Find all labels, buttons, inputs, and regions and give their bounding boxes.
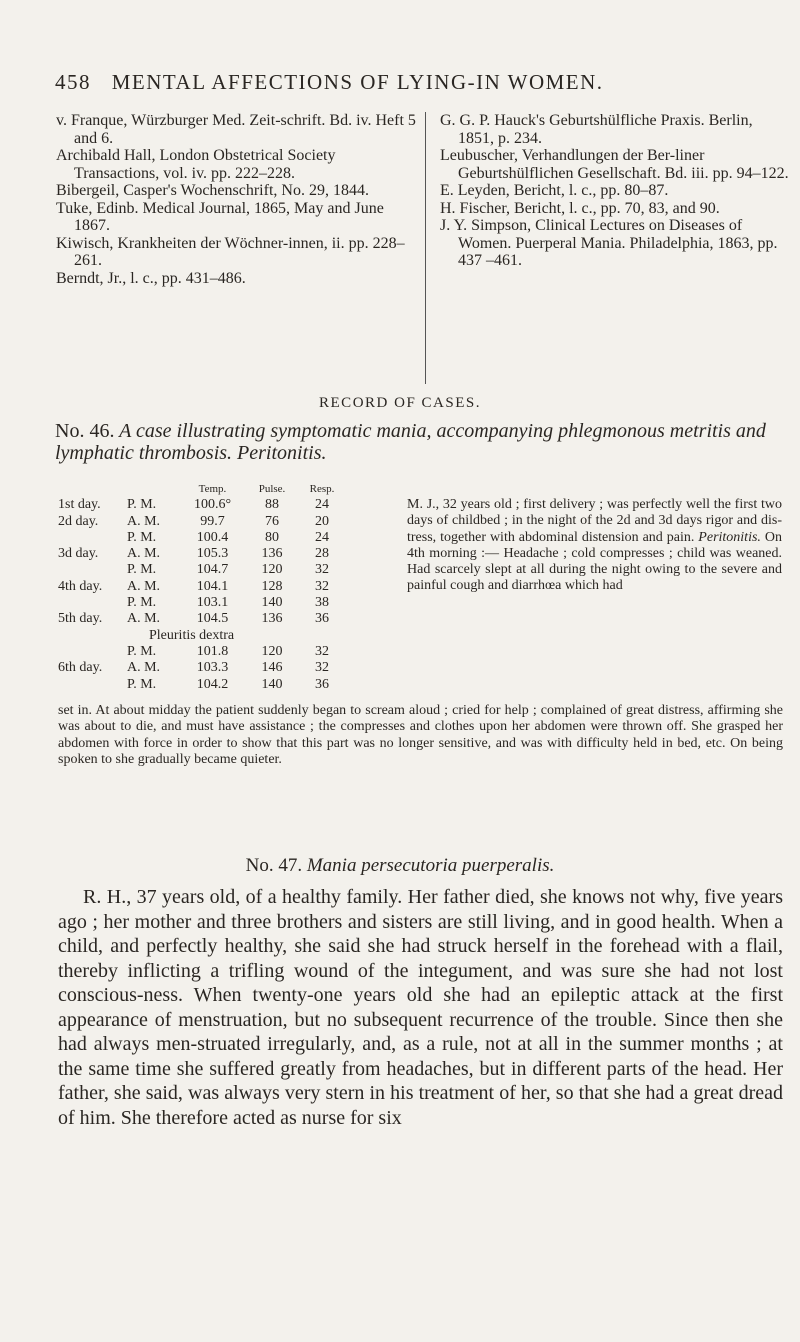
vitals-row [58,497,346,513]
vitals-cell-resp: 24 [315,497,329,513]
references-left-column [56,112,416,287]
column-header-pulse: Pulse. [258,483,286,495]
vitals-row [58,579,346,595]
vitals-cell-day: 3d day. [58,546,99,562]
vitals-row [58,677,346,693]
reference-item: H. Fischer, Bericht, l. c., pp. 70, 83, and 90. [440,199,720,217]
vitals-cell-time: A. M. [127,546,161,562]
vitals-cell-resp: 38 [315,595,329,611]
vitals-cell-temp: 103.3 [196,660,229,676]
vitals-cell-day [58,530,127,546]
vitals-cell-time: P. M. [127,497,157,513]
vitals-cell-pulse: 140 [261,595,283,611]
vitals-cell-resp: 32 [315,660,329,676]
reference-item: Kiwisch, Krankheiten der Wöchner-innen, ii. pp. 228–261. [56,234,405,269]
case-47-body: R. H., 37 years old, of a healthy family. Her father died, she knows not why, five years ago ; her mother and three brothers and sisters are still living, and in good health. When a child, and perfectly healthy, she said she had struck herself in the forehead with a flail, thereby inflicting a trifling wound of the integument, and was sure she had not lost conscious-ness. When twenty-one years old she had an epileptic attack at the first appearance of menstruation, but no subsequent recurrence of the trouble. Since then she had always men-struated irregularly, and, as a rule, not at all in the summer months ; at the same time she suffered greatly from headaches, but in different parts of the head. Her father, she said, was always very stern in his treatment of her, so that she had a great dread of him. She therefore acted as nurse for six [58,886,783,1129]
vitals-cell-resp: 32 [315,562,329,578]
reference-item: v. Franque, Würzburger Med. Zeit-schrift. Bd. iv. Heft 5 and 6. [56,112,416,147]
vitals-cell-day [58,562,127,578]
vitals-cell-time: P. M. [127,529,157,545]
vitals-cell-day [58,595,127,611]
vitals-cell-time: P. M. [127,595,157,611]
reference-item: G. G. P. Hauck's Geburtshülfliche Praxis. Berlin, 1851, p. 234. [440,112,753,147]
vitals-row [58,595,346,611]
vitals-cell-temp: 103.1 [196,595,229,611]
vitals-cell-pulse: 120 [261,562,283,578]
vitals-cell-time: A. M. [127,611,161,627]
vitals-cell-temp: 104.7 [196,562,229,578]
vitals-cell-temp: 104.2 [196,676,229,692]
vitals-table [58,481,346,693]
vitals-row [58,660,346,676]
vitals-cell-pulse: 80 [265,529,279,545]
vitals-cell-resp: 36 [315,611,329,627]
vitals-row [58,611,346,627]
vitals-row [58,530,346,546]
running-title: MENTAL AFFECTIONS OF LYING-IN WOMEN. [111,70,604,94]
reference-item: Leubuscher, Verhandlungen der Ber-liner Geburtshülflichen Gesellschaft. Bd. iii. pp. 94–122. [440,147,789,182]
vitals-cell-time: A. M. [127,578,161,594]
case-46-side-note [407,497,782,595]
vitals-cell-pulse: 136 [261,611,283,627]
case-46-number: No. 46. [55,420,115,442]
case-47-number: No. 47. [245,855,303,876]
vitals-cell-day: 5th day. [58,611,103,627]
vitals-cell-pulse: 120 [261,643,283,659]
vitals-cell-day: 1st day. [58,497,101,513]
vitals-cell-day [58,677,127,693]
reference-item: Bibergeil, Casper's Wochenschrift, No. 29, 1844. [56,182,369,199]
vitals-cell-time: P. M. [127,676,157,692]
page-number: 458 [55,70,91,94]
reference-item: J. Y. Simpson, Clinical Lectures on Diseases of Women. Puerperal Mania. Philadelphia, 1863, pp. 437 –461. [440,217,778,269]
vitals-row [58,546,346,562]
vitals-cell-pulse: 146 [261,660,283,676]
vitals-cell-resp: 24 [315,529,329,545]
vitals-cell-day: 4th day. [58,578,103,594]
vitals-cell-pulse: 76 [265,513,279,529]
vitals-note: Pleuritis dextra [149,627,235,643]
case-46-title-text: A case illustrating symptomatic mania, accompanying phlegmonous metritis and lymphatic thrombosis. Peritonitis. [55,420,766,464]
case-47-title-text: Mania persecutoria puerperalis. [306,855,555,876]
reference-item: Tuke, Edinb. Medical Journal, 1865, May and June 1867. [56,199,384,234]
vitals-row [58,628,346,644]
case-47-title [0,855,800,877]
vitals-cell-resp: 20 [315,513,329,529]
side-note-continued: On 4th morning :— Headache ; cold compresses ; child was weaned. Had scarcely slept at all during the night owing to the severe and painful cough and diarrhœa which had [407,529,782,594]
reference-item: Berndt, Jr., l. c., pp. 431–486. [56,269,246,287]
vitals-cell-time: P. M. [127,643,157,659]
vitals-cell-time: A. M. [127,660,161,676]
column-divider [425,112,426,384]
vitals-cell-day: 2d day. [58,513,99,529]
vitals-cell-resp: 32 [315,643,329,659]
reference-item: E. Leyden, Bericht, l. c., pp. 80–87. [440,182,669,199]
case-46-title [55,420,775,464]
vitals-cell-day: 6th day. [58,660,103,676]
running-header [55,70,695,95]
vitals-cell-temp: 100.4 [196,529,229,545]
vitals-cell-resp: 32 [315,578,329,594]
side-note-text: M. J., 32 years old ; first delivery ; was perfectly well the first two days of childbed ; in the night of the 2d and 3d days rigor and dis-tress, together with abdominal distension and pain. [407,497,782,545]
vitals-cell-temp: 105.3 [196,546,229,562]
vitals-cell-temp: 100.6° [193,497,232,513]
vitals-cell-resp: 28 [315,546,329,562]
vitals-cell-temp: 104.1 [196,578,229,594]
section-title: RECORD OF CASES. [319,395,481,411]
vitals-cell-pulse: 88 [265,497,279,513]
column-header-resp: Resp. [309,483,335,495]
column-header-temp: Temp. [198,483,227,495]
vitals-row [58,514,346,530]
vitals-cell-pulse: 136 [261,546,283,562]
vitals-cell-pulse: 128 [261,578,283,594]
vitals-header-row [58,481,346,497]
vitals-row [58,644,346,660]
vitals-cell-pulse: 140 [261,676,283,692]
vitals-cell-temp: 104.5 [196,611,229,627]
vitals-cell-time: A. M. [127,513,161,529]
side-note-italic: Peritonitis. [698,529,761,545]
vitals-cell-time: P. M. [127,562,157,578]
vitals-cell-temp: 101.8 [196,643,229,659]
reference-item: Archibald Hall, London Obstetrical Society Transactions, vol. iv. pp. 222–228. [56,147,336,182]
vitals-cell-temp: 99.7 [200,513,225,529]
vitals-row [58,562,346,578]
references-right-column [440,112,790,270]
vitals-cell-day [58,644,127,660]
vitals-cell-resp: 36 [315,676,329,692]
case-46-continuation: set in. At about midday the patient suddenly began to scream aloud ; cried for help ; complained of great distress, affirming she was about to die, and must have assistance ; the compresses and clothes upon her abdomen were thrown off. She grasped her abdomen with force in order to show that this part was no longer sensitive, and was with difficulty held in bed, etc. On being spoken to she gradually became quieter. [58,703,783,767]
